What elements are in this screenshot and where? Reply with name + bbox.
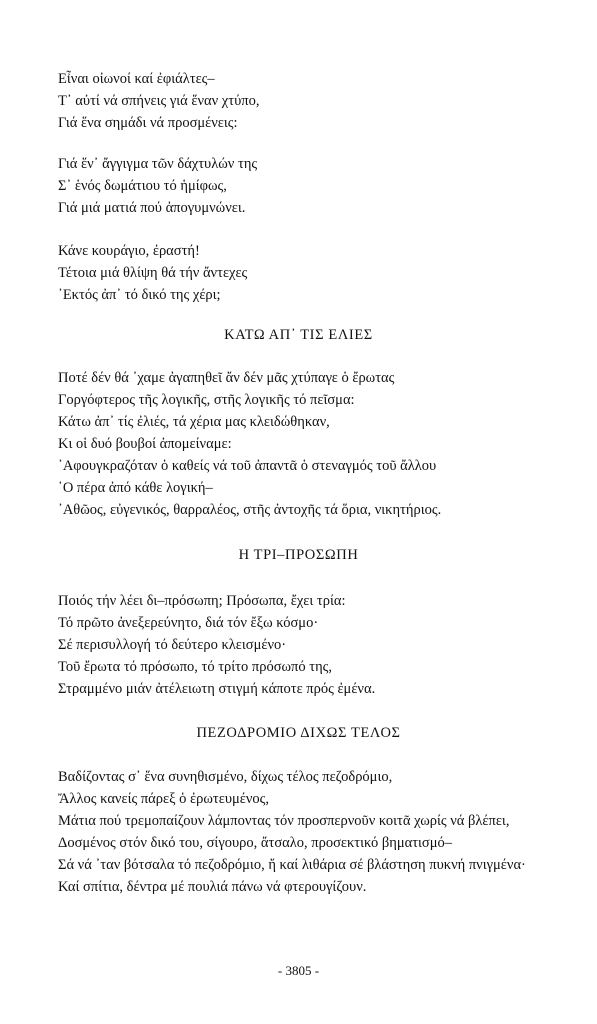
poem-line: Δοσμένος στόν δικό του, σίγουρο, ἄτσαλο, προσεκτικό βηματισμό– <box>58 835 453 851</box>
page-number: - 3805 - <box>277 963 320 978</box>
poem-stanza <box>58 153 568 219</box>
poem-title: ΠΕΖΟΔΡΟΜΙΟ ΔΙΧΩΣ ΤΕΛΟΣ <box>196 725 401 741</box>
poem-title: Η ΤΡΙ–ΠΡΟΣΩΠΗ <box>238 547 359 563</box>
poem-line: Σέ περισυλλογή τό δεύτερο κλεισμένο· <box>58 637 287 653</box>
poem-line: Μάτια πού τρεμοπαίζουν λάμποντας τόν προσπερνοῦν κοιτᾶ χωρίς νά βλέπει, <box>58 813 510 829</box>
poem-stanza <box>58 766 568 898</box>
poem-stanza <box>58 240 568 306</box>
poem-title: ΚΑΤΩ ΑΠ᾽ ΤΙΣ ΕΛΙΕΣ <box>224 327 373 343</box>
poem-line: ᾽Αθῶος, εὐγενικός, θαρραλέος, στῆς ἀντοχῆς τά ὅρια, νικητήριος. <box>58 502 442 518</box>
poem-stanza <box>58 367 568 521</box>
poem-line: Κάτω ἀπ᾽ τίς ἐλιές, τά χέρια μας κλειδώθηκαν, <box>58 414 330 430</box>
poem-line: Τέτοια μιά θλίψη θά τήν ἄντεχες <box>58 265 248 281</box>
poem-line: Ἄλλος κανείς πάρεξ ὁ ἐρωτευμένος, <box>58 791 270 807</box>
poem-line: Κι οἱ δυό βουβοί ἀπομείναμε: <box>58 436 232 452</box>
poem-line: Σά νά ᾽ταν βότσαλα τό πεζοδρόμιο, ἤ καί λιθάρια σέ βλάστηση πυκνή πνιγμένα· <box>58 857 526 873</box>
poem-stanza <box>58 68 568 134</box>
poem-line: Τοῦ ἔρωτα τό πρόσωπο, τό τρίτο πρόσωπό της, <box>58 659 333 675</box>
poem-line: Κάνε κουράγιο, ἐραστή! <box>58 243 200 259</box>
poem-line: ᾽Αφουγκραζόταν ὁ καθείς νά τοῦ ἀπαντᾶ ὁ στεναγμός τοῦ ἄλλου <box>58 458 437 474</box>
poem-line: Τ᾽ αὐτί νά σπήνεις γιά ἕναν χτύπο, <box>58 93 260 109</box>
poem-line: Γιά μιά ματιά πού ἀπογυμνώνει. <box>58 200 246 216</box>
poem-line: Ποιός τήν λέει δι–πρόσωπη; Πρόσωπα, ἔχει τρία: <box>58 593 346 609</box>
poem-line: Γιά ἕν᾽ ἄγγιγμα τῶν δάχτυλών της <box>58 156 258 172</box>
poem-line: Γοργόφτερος τῆς λογικῆς, στῆς λογικῆς τό πεῖσμα: <box>58 392 355 408</box>
poem-line: Ποτέ δέν θά ᾽χαμε ἀγαπηθεῖ ἄν δέν μᾶς χτύπαγε ὁ ἔρωτας <box>58 370 395 386</box>
poem-line: Βαδίζοντας σ᾽ ἕνα συνηθισμένο, δίχως τέλος πεζοδρόμιο, <box>58 769 393 785</box>
poem-line: Σ᾽ ἑνός δωμάτιου τό ἡμίφως, <box>58 178 227 194</box>
poem-line: Τό πρῶτο ἀνεξερεύνητο, διά τόν ἔξω κόσμο· <box>58 615 319 631</box>
poem-line: Καί σπίτια, δέντρα μέ πουλιά πάνω νά φτερουγίζουν. <box>58 879 367 895</box>
poem-line: Στραμμένο μιάν ἀτέλειωτη στιγμή κάποτε πρός ἐμένα. <box>58 681 376 697</box>
poem-stanza <box>58 590 568 700</box>
poem-line: Γιά ἕνα σημάδι νά προσμένεις: <box>58 115 238 131</box>
poem-line: ῾Ο πέρα ἀπό κάθε λογική– <box>58 480 213 496</box>
poem-line: Εἶναι οἰωνοί καί ἐφιάλτες– <box>58 71 215 87</box>
poem-line: ᾽Εκτός ἀπ᾽ τό δικό της χέρι; <box>58 287 221 303</box>
